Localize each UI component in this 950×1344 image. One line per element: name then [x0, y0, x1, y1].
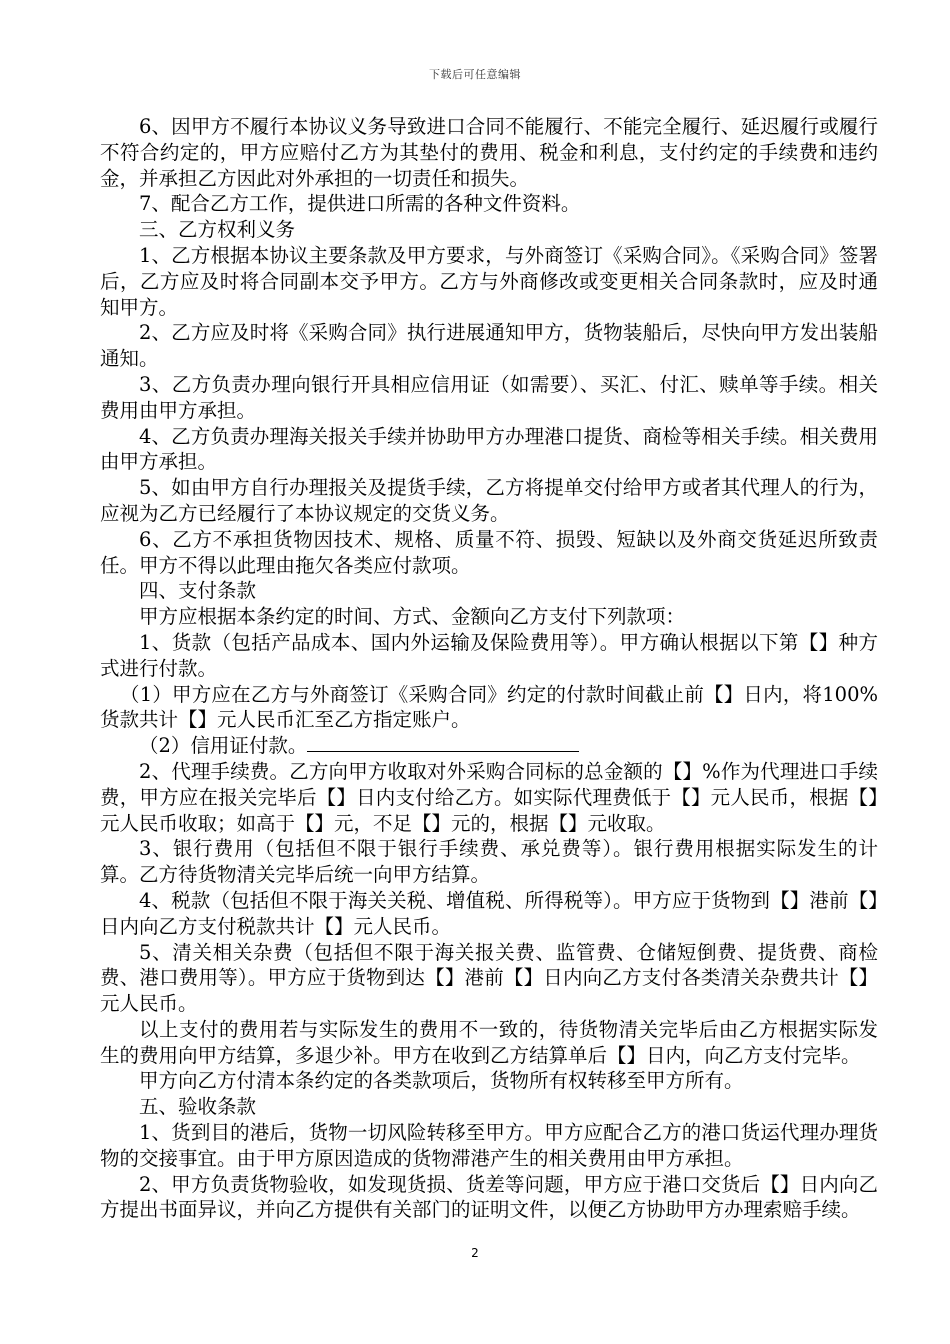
section-heading: 五、验收条款 — [139, 1095, 257, 1119]
paragraph: 7、配合乙方工作，提供进口所需的各种文件资料。 — [139, 192, 581, 216]
paragraph: 6、乙方不承担货物因技术、规格、质量不符、损毁、短缺以及外商交货延迟所致责任。甲方不得以此理由拖欠各类应付款项。 — [100, 527, 878, 577]
paragraph: 5、清关相关杂费（包括但不限于海关报关费、监管费、仓储短倒费、提货费、商检费、港口费用等）。甲方应于货物到达【】港前【】日内向乙方支付各类清关杂费共计【】元人民币。 — [100, 940, 878, 1016]
paragraph: （1）甲方应在乙方与外商签订《采购合同》约定的付款时间截止前【】日内，将100%货款共计【】元人民币汇至乙方指定账户。 — [100, 682, 878, 732]
paragraph: 6、因甲方不履行本协议义务导致进口合同不能履行、不能完全履行、延迟履行或履行不符合约定的，甲方应赔付乙方为其垫付的费用、税金和利息，支付约定的手续费和违约金，并承担乙方因此对外承担的一切责任和损失。 — [100, 115, 878, 190]
paragraph: 3、银行费用（包括但不限于银行手续费、承兑费等）。银行费用根据实际发生的计算。乙方待货物清关完毕后统一向甲方结算。 — [100, 837, 878, 887]
section-heading: 四、支付条款 — [139, 579, 257, 603]
paragraph: 2、乙方应及时将《采购合同》执行进展通知甲方，货物装船后，尽快向甲方发出装船通知。 — [100, 321, 878, 371]
paragraph: 1、乙方根据本协议主要条款及甲方要求，与外商签订《采购合同》。《采购合同》签署后，乙方应及时将合同副本交予甲方。乙方与外商修改或变更相关合同条款时，应及时通知甲方。 — [100, 243, 878, 319]
page-number: 2 — [471, 1246, 479, 1260]
section-heading: 三、乙方权利义务 — [139, 218, 296, 242]
paragraph-with-blank — [100, 733, 878, 759]
paragraph: 4、乙方负责办理海关报关手续并协助甲方办理港口提货、商检等相关手续。相关费用由甲方承担。 — [100, 424, 878, 474]
paragraph: 1、货到目的港后，货物一切风险转移至甲方。甲方应配合乙方的港口货运代理办理货物的交接事宜。由于甲方原因造成的货物滞港产生的相关费用由甲方承担。 — [100, 1121, 878, 1170]
paragraph: 以上支付的费用若与实际发生的费用不一致的，待货物清关完毕后由乙方根据实际发生的费用向甲方结算，多退少补。甲方在收到乙方结算单后【】日内，向乙方支付完毕。 — [100, 1017, 878, 1067]
fill-in-blank — [307, 733, 579, 752]
document-body — [100, 114, 878, 1223]
paragraph: 甲方向乙方付清本条约定的各类款项后，货物所有权转移至甲方所有。 — [139, 1069, 744, 1093]
paragraph: 2、甲方负责货物验收，如发现货损、货差等问题，甲方应于港口交货后【】日内向乙方提出书面异议，并向乙方提供有关部门的证明文件，以便乙方协助甲方办理索赔手续。 — [100, 1172, 878, 1222]
paragraph: 3、乙方负责办理向银行开具相应信用证（如需要）、买汇、付汇、赎单等手续。相关费用由甲方承担。 — [100, 372, 878, 422]
paragraph: 5、如由甲方自行办理报关及提货手续，乙方将提单交付给甲方或者其代理人的行为，应视为乙方已经履行了本协议规定的交货义务。 — [100, 476, 878, 525]
paragraph: 1、货款（包括产品成本、国内外运输及保险费用等）。甲方确认根据以下第【】种方式进行付款。 — [100, 630, 878, 680]
paragraph: 甲方应根据本条约定的时间、方式、金额向乙方支付下列款项： — [139, 605, 686, 629]
paragraph: 2、代理手续费。乙方向甲方收取对外采购合同标的总金额的【】%作为代理进口手续费，甲方应在报关完毕后【】日内支付给乙方。如实际代理费低于【】元人民币，根据【】元人民币收取；如高于【】元，不足【】元的，根据【】元收取。 — [100, 759, 878, 835]
paragraph-text: （2）信用证付款。 — [139, 734, 308, 758]
paragraph: 4、税款（包括但不限于海关关税、增值税、所得税等）。甲方应于货物到【】港前【】日内向乙方支付税款共计【】元人民币。 — [100, 888, 878, 938]
page-header: 下载后可任意编辑 — [429, 68, 521, 81]
